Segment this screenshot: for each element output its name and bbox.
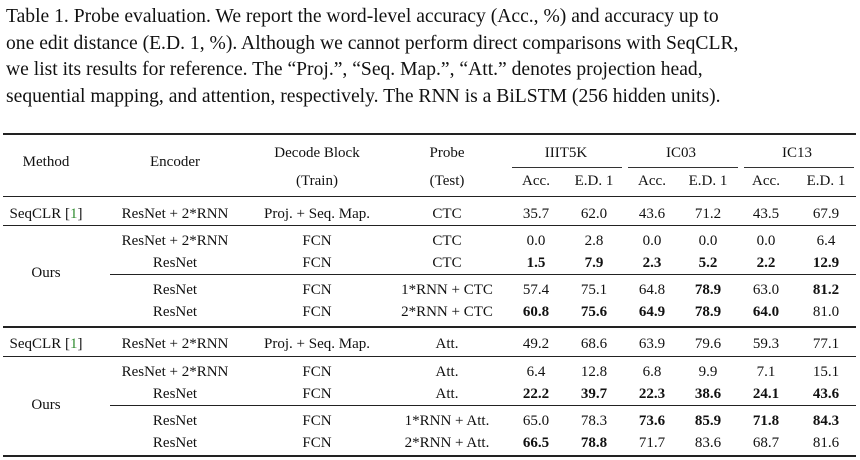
row-encoder-text: ResNet bbox=[152, 435, 198, 451]
row-value bbox=[643, 363, 662, 381]
row-value-text: 68.6 bbox=[580, 336, 608, 352]
table-rule bbox=[3, 455, 856, 457]
method-group-label bbox=[31, 396, 60, 414]
row-value-text: 12.9 bbox=[812, 255, 840, 271]
header-metric bbox=[638, 172, 666, 190]
citation-link[interactable]: 1 bbox=[69, 206, 78, 222]
row-value bbox=[581, 303, 607, 321]
row-encoder-text: ResNet + 2*RNN bbox=[121, 364, 229, 380]
row-decode-block bbox=[302, 303, 331, 321]
table-caption bbox=[6, 4, 858, 110]
row-value bbox=[813, 434, 839, 452]
row-probe-text: 1*RNN + Att. bbox=[404, 413, 490, 429]
table-rule bbox=[628, 167, 738, 168]
row-value bbox=[813, 254, 839, 272]
row-decode-block-text: FCN bbox=[302, 255, 332, 271]
row-value-text: 43.6 bbox=[812, 386, 840, 402]
row-probe bbox=[405, 434, 490, 452]
table-rule bbox=[3, 225, 856, 226]
table-rule bbox=[3, 356, 856, 357]
row-value-text: 7.9 bbox=[584, 255, 604, 271]
row-encoder bbox=[122, 232, 229, 250]
row-decode-block-text: FCN bbox=[302, 282, 332, 298]
citation-link[interactable]: 1 bbox=[69, 336, 78, 352]
method-group-label bbox=[31, 264, 60, 282]
header-method-text: Method bbox=[22, 154, 70, 170]
row-decode-block-text: FCN bbox=[302, 435, 332, 451]
header-metric-text: Acc. bbox=[752, 173, 780, 189]
row-encoder-text: ResNet + 2*RNN bbox=[121, 233, 229, 249]
row-value bbox=[581, 434, 607, 452]
table-rule bbox=[3, 196, 856, 197]
row-decode-block bbox=[302, 232, 331, 250]
row-probe-text: Att. bbox=[435, 386, 459, 402]
row-value bbox=[753, 281, 779, 299]
row-value bbox=[585, 254, 604, 272]
row-value bbox=[581, 335, 607, 353]
header-probe bbox=[430, 144, 465, 162]
row-value-text: 49.2 bbox=[522, 336, 550, 352]
header-decode-block bbox=[274, 144, 359, 162]
row-value bbox=[639, 385, 665, 403]
row-probe bbox=[436, 335, 459, 353]
row-encoder bbox=[153, 254, 197, 272]
row-value-text: 75.1 bbox=[580, 282, 608, 298]
row-value-text: 78.9 bbox=[694, 282, 722, 298]
row-value bbox=[585, 232, 604, 250]
row-value bbox=[699, 254, 718, 272]
row-encoder-text: ResNet + 2*RNN bbox=[121, 336, 229, 352]
row-value-text: 81.6 bbox=[812, 435, 840, 451]
row-value bbox=[813, 205, 839, 223]
header-metric-text: E.D. 1 bbox=[806, 173, 846, 189]
row-encoder-text: ResNet bbox=[152, 255, 198, 271]
row-decode-block-text: Proj. + Seq. Map. bbox=[264, 336, 370, 352]
row-value-text: 79.6 bbox=[694, 336, 722, 352]
row-value-text: 57.4 bbox=[522, 282, 550, 298]
row-value-text: 84.3 bbox=[812, 413, 840, 429]
row-value-text: 81.0 bbox=[812, 304, 840, 320]
caption-line: one edit distance (E.D. 1, %). Although we cannot perform direct comparisons with SeqCLR, bbox=[6, 32, 739, 54]
header-method bbox=[23, 153, 70, 171]
row-decode-block-text: FCN bbox=[302, 364, 332, 380]
header-decode-block-sub-text: (Train) bbox=[296, 173, 338, 189]
header-metric-text: Acc. bbox=[638, 173, 666, 189]
row-value-text: 85.9 bbox=[694, 413, 722, 429]
row-value bbox=[523, 205, 549, 223]
row-value-text: 64.9 bbox=[638, 304, 666, 320]
header-metric bbox=[807, 172, 846, 190]
row-value bbox=[639, 281, 665, 299]
row-value bbox=[639, 434, 665, 452]
table-rule bbox=[110, 405, 856, 406]
row-value-text: 24.1 bbox=[752, 386, 780, 402]
row-encoder bbox=[153, 281, 197, 299]
row-value-text: 78.9 bbox=[694, 304, 722, 320]
row-value bbox=[757, 254, 776, 272]
row-value bbox=[753, 205, 779, 223]
row-method bbox=[10, 335, 83, 353]
row-value-text: 0.0 bbox=[698, 233, 718, 249]
method-group-label-text: Ours bbox=[31, 265, 61, 281]
table-rule bbox=[110, 274, 856, 275]
row-value-text: 0.0 bbox=[756, 233, 776, 249]
row-value-text: 22.3 bbox=[638, 386, 666, 402]
row-probe-text: 1*RNN + CTC bbox=[401, 282, 493, 298]
header-dataset-text: IC13 bbox=[782, 145, 812, 161]
row-decode-block-text: FCN bbox=[302, 304, 332, 320]
row-value-text: 7.1 bbox=[756, 364, 776, 380]
header-dataset bbox=[666, 144, 696, 162]
row-probe-text: Att. bbox=[435, 336, 459, 352]
row-value bbox=[753, 434, 779, 452]
caption-line: sequential mapping, and attention, respectively. The RNN is a BiLSTM (256 hidden units). bbox=[6, 85, 721, 107]
table-rule bbox=[3, 133, 856, 135]
table-rule bbox=[744, 167, 854, 168]
row-value bbox=[527, 363, 546, 381]
row-value-text: 73.6 bbox=[638, 413, 666, 429]
row-probe bbox=[436, 363, 459, 381]
row-decode-block-text: FCN bbox=[302, 413, 332, 429]
row-value-text: 77.1 bbox=[812, 336, 840, 352]
row-value bbox=[695, 205, 721, 223]
row-value bbox=[695, 434, 721, 452]
row-value bbox=[639, 412, 665, 430]
row-value-text: 59.3 bbox=[752, 336, 780, 352]
row-probe bbox=[401, 303, 493, 321]
row-value bbox=[813, 412, 839, 430]
row-value-text: 75.6 bbox=[580, 304, 608, 320]
row-encoder-text: ResNet bbox=[152, 386, 198, 402]
row-decode-block bbox=[302, 363, 331, 381]
header-decode-block-sub bbox=[296, 172, 338, 190]
row-value-text: 62.0 bbox=[580, 206, 608, 222]
row-decode-block-text: FCN bbox=[302, 233, 332, 249]
row-value bbox=[813, 335, 839, 353]
header-metric-text: E.D. 1 bbox=[688, 173, 728, 189]
header-metric bbox=[575, 172, 614, 190]
row-probe bbox=[401, 281, 493, 299]
row-decode-block bbox=[302, 254, 331, 272]
row-encoder bbox=[122, 363, 229, 381]
row-value-text: 35.7 bbox=[522, 206, 550, 222]
header-probe-sub bbox=[430, 172, 465, 190]
row-decode-block-text: Proj. + Seq. Map. bbox=[264, 206, 370, 222]
caption-line: we list its results for reference. The “Proj.”, “Seq. Map.”, “Att.” denotes projection head, bbox=[6, 59, 703, 80]
method-group-label-text: Ours bbox=[31, 397, 61, 413]
row-value bbox=[523, 412, 549, 430]
row-value-text: 5.2 bbox=[698, 255, 718, 271]
row-probe-text: CTC bbox=[432, 233, 462, 249]
row-encoder bbox=[122, 205, 229, 223]
row-value-text: 67.9 bbox=[812, 206, 840, 222]
row-value-text: 64.8 bbox=[638, 282, 666, 298]
row-probe-text: Att. bbox=[435, 364, 459, 380]
row-probe bbox=[432, 205, 461, 223]
row-value-text: 71.7 bbox=[638, 435, 666, 451]
table-rule bbox=[512, 167, 622, 168]
row-probe-text: CTC bbox=[432, 255, 462, 271]
row-value-text: 60.8 bbox=[522, 304, 550, 320]
row-decode-block bbox=[302, 281, 331, 299]
row-value-text: 2.8 bbox=[584, 233, 604, 249]
row-value-text: 71.2 bbox=[694, 206, 722, 222]
row-probe-text: 2*RNN + CTC bbox=[401, 304, 493, 320]
row-value bbox=[695, 412, 721, 430]
row-value-text: 39.7 bbox=[580, 386, 608, 402]
row-value bbox=[753, 385, 779, 403]
row-value bbox=[695, 385, 721, 403]
row-value-text: 6.4 bbox=[526, 364, 546, 380]
row-value bbox=[757, 232, 776, 250]
header-metric bbox=[522, 172, 550, 190]
row-value-text: 63.0 bbox=[752, 282, 780, 298]
row-value-text: 6.8 bbox=[642, 364, 662, 380]
row-value bbox=[753, 335, 779, 353]
row-value bbox=[581, 281, 607, 299]
row-value bbox=[753, 412, 779, 430]
row-value bbox=[757, 363, 776, 381]
row-value-text: 0.0 bbox=[642, 233, 662, 249]
row-probe bbox=[405, 412, 490, 430]
row-value bbox=[695, 303, 721, 321]
header-metric-text: Acc. bbox=[522, 173, 550, 189]
row-value bbox=[527, 254, 546, 272]
row-value bbox=[643, 232, 662, 250]
row-value bbox=[523, 303, 549, 321]
row-value-text: 43.6 bbox=[638, 206, 666, 222]
row-probe bbox=[432, 254, 461, 272]
row-method bbox=[10, 205, 83, 223]
row-value bbox=[581, 385, 607, 403]
row-decode-block bbox=[302, 385, 331, 403]
row-decode-block bbox=[302, 412, 331, 430]
row-method-text: SeqCLR bbox=[9, 336, 62, 352]
row-value bbox=[581, 363, 607, 381]
header-dataset bbox=[782, 144, 812, 162]
header-metric-text: E.D. 1 bbox=[574, 173, 614, 189]
row-value-text: 66.5 bbox=[522, 435, 550, 451]
header-dataset-text: IC03 bbox=[666, 145, 696, 161]
row-value bbox=[523, 281, 549, 299]
row-value bbox=[523, 335, 549, 353]
header-dataset bbox=[545, 144, 587, 162]
row-value bbox=[523, 434, 549, 452]
header-encoder bbox=[150, 153, 200, 171]
row-value bbox=[753, 303, 779, 321]
row-value bbox=[695, 335, 721, 353]
row-value bbox=[699, 232, 718, 250]
header-encoder-text: Encoder bbox=[150, 154, 200, 170]
row-value bbox=[695, 281, 721, 299]
row-value-text: 15.1 bbox=[812, 364, 840, 380]
row-value bbox=[581, 412, 607, 430]
header-probe-sub-text: (Test) bbox=[429, 173, 465, 189]
row-value-text: 64.0 bbox=[752, 304, 780, 320]
row-value-text: 2.3 bbox=[642, 255, 662, 271]
row-value-text: 68.7 bbox=[752, 435, 780, 451]
citation-ref[interactable]: [1] bbox=[61, 336, 83, 352]
row-value-text: 22.2 bbox=[522, 386, 550, 402]
row-value-text: 0.0 bbox=[526, 233, 546, 249]
row-value-text: 2.2 bbox=[756, 255, 776, 271]
row-encoder bbox=[153, 385, 197, 403]
row-encoder-text: ResNet bbox=[152, 304, 198, 320]
row-method-text: SeqCLR bbox=[9, 206, 62, 222]
row-probe-text: 2*RNN + Att. bbox=[404, 435, 490, 451]
row-decode-block-text: FCN bbox=[302, 386, 332, 402]
row-decode-block bbox=[264, 335, 370, 353]
row-value-text: 81.2 bbox=[812, 282, 840, 298]
row-value bbox=[643, 254, 662, 272]
row-encoder bbox=[153, 303, 197, 321]
row-value bbox=[527, 232, 546, 250]
row-value bbox=[813, 363, 839, 381]
row-value-text: 71.8 bbox=[752, 413, 780, 429]
table-rule bbox=[3, 326, 856, 328]
row-value bbox=[639, 303, 665, 321]
header-decode-block-text: Decode Block bbox=[274, 145, 360, 161]
row-probe-text: CTC bbox=[432, 206, 462, 222]
row-decode-block bbox=[302, 434, 331, 452]
row-value bbox=[639, 205, 665, 223]
row-value-text: 78.3 bbox=[580, 413, 608, 429]
row-value bbox=[639, 335, 665, 353]
row-encoder bbox=[153, 412, 197, 430]
citation-ref[interactable]: [1] bbox=[61, 206, 83, 222]
row-value bbox=[523, 385, 549, 403]
row-encoder bbox=[153, 434, 197, 452]
header-probe-text: Probe bbox=[429, 145, 465, 161]
caption-line: Table 1. Probe evaluation. We report the word-level accuracy (Acc., %) and accuracy up to bbox=[6, 6, 719, 27]
row-value-text: 38.6 bbox=[694, 386, 722, 402]
row-value-text: 9.9 bbox=[698, 364, 718, 380]
row-value bbox=[813, 281, 839, 299]
row-value-text: 12.8 bbox=[580, 364, 608, 380]
row-encoder-text: ResNet bbox=[152, 413, 198, 429]
row-value bbox=[581, 205, 607, 223]
row-encoder-text: ResNet + 2*RNN bbox=[121, 206, 229, 222]
row-value-text: 65.0 bbox=[522, 413, 550, 429]
row-value-text: 78.8 bbox=[580, 435, 608, 451]
header-metric bbox=[689, 172, 728, 190]
row-value bbox=[813, 385, 839, 403]
row-value bbox=[813, 303, 839, 321]
row-probe bbox=[432, 232, 461, 250]
header-dataset-text: IIIT5K bbox=[544, 145, 588, 161]
row-decode-block bbox=[264, 205, 370, 223]
row-value bbox=[817, 232, 836, 250]
row-value-text: 63.9 bbox=[638, 336, 666, 352]
row-value bbox=[699, 363, 718, 381]
row-value-text: 1.5 bbox=[526, 255, 546, 271]
row-value-text: 6.4 bbox=[816, 233, 836, 249]
row-value-text: 43.5 bbox=[752, 206, 780, 222]
row-encoder-text: ResNet bbox=[152, 282, 198, 298]
row-probe bbox=[436, 385, 459, 403]
header-metric bbox=[752, 172, 780, 190]
row-value-text: 83.6 bbox=[694, 435, 722, 451]
row-encoder bbox=[122, 335, 229, 353]
